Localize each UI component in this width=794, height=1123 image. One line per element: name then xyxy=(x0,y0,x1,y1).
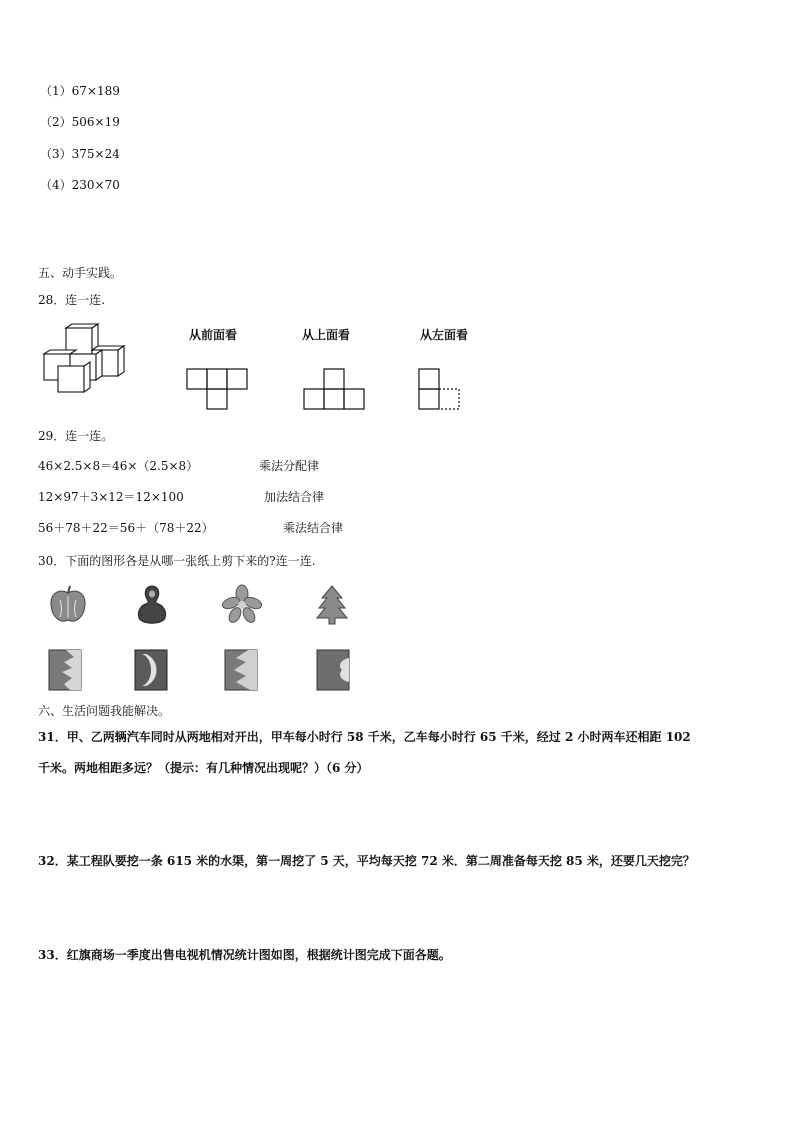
section-6-title: 六、生活问题我能解决。 xyxy=(38,704,171,718)
notch-paper xyxy=(316,648,352,692)
q30-stem: 30．下面的图形各是从哪一张纸上剪下来的?连一连. xyxy=(38,554,316,568)
q31-line-2: 千米。两地相距多远？（提示：有几种情况出现呢？）（6 分） xyxy=(38,761,369,775)
q28-stem: 28．连一连. xyxy=(38,293,106,307)
calc-item-2: （2）506×19 xyxy=(40,115,120,129)
calc-item-3: （3）375×24 xyxy=(40,147,120,161)
cube-solid-figure xyxy=(40,322,130,396)
gourd-shape xyxy=(136,584,168,626)
equation-2: 12×97＋3×12＝12×100 xyxy=(38,490,184,504)
calc-item-1: （1）67×189 xyxy=(40,84,120,98)
equation-1: 46×2.5×8＝46×（2.5×8） xyxy=(38,459,199,473)
calc-item-4: （4）230×70 xyxy=(40,178,120,192)
view-figure-1 xyxy=(186,368,250,412)
law-label-1: 乘法分配律 xyxy=(259,459,320,473)
zigzag-paper xyxy=(48,648,84,692)
section-5-title: 五、动手实践。 xyxy=(38,266,123,280)
q33-line-1: 33．红旗商场一季度出售电视机情况统计图如图，根据统计图完成下面各题。 xyxy=(38,948,451,962)
equation-3: 56＋78＋22＝56＋（78＋22） xyxy=(38,521,214,535)
law-label-2: 加法结合律 xyxy=(264,490,325,504)
q32-line-1: 32．某工程队要挖一条 615 米的水渠，第一周挖了 5 天，平均每天挖 72 米．第二周准备每天挖 85 米，还要几天挖完？ xyxy=(38,854,695,868)
tree-shape xyxy=(314,584,350,626)
view-figure-3 xyxy=(418,368,464,412)
view-figure-2 xyxy=(303,368,367,412)
arrow-paper xyxy=(224,648,260,692)
view-label-left: 从左面看 xyxy=(420,328,469,342)
apple-shape xyxy=(48,584,88,626)
q31-line-1: 31．甲、乙两辆汽车同时从两地相对开出，甲车每小时行 58 千米，乙车每小时行 65 千米，经过 2 小时两车还相距 102 xyxy=(38,730,691,744)
q29-stem: 29．连一连。 xyxy=(38,429,114,443)
view-label-front: 从前面看 xyxy=(189,328,238,342)
view-label-top: 从上面看 xyxy=(302,328,351,342)
crescent-paper xyxy=(134,648,170,692)
law-label-3: 乘法结合律 xyxy=(283,521,344,535)
flower-shape xyxy=(220,584,264,624)
